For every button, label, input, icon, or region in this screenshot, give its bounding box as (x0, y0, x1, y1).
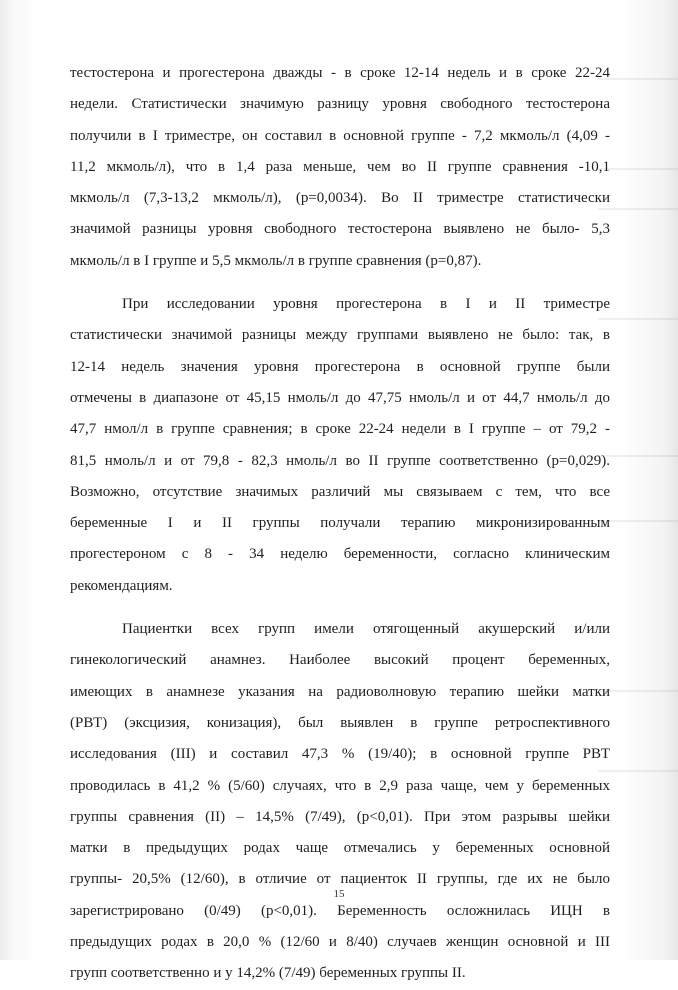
text-line: Возможно, отсутствие значимых различий мы связываем с тем, что все (70, 483, 610, 500)
text-line: получили в I триместре, он составил в основной группе - 7,2 мкмоль/л (4,09 - (70, 127, 610, 144)
text-line: мкмоль/л (7,3-13,2 мкмоль/л), (p=0,0034). Во II триместре статистически (70, 190, 610, 207)
paragraph (70, 614, 610, 990)
text-line: тестостерона и прогестерона дважды - в сроке 12-14 недель и в сроке 22-24 (70, 65, 610, 81)
text-line: рекомендациям. (70, 577, 173, 594)
bleed-mark (598, 690, 678, 692)
text-line: беременные I и II группы получали терапию микронизированным (70, 515, 610, 532)
text-line: группы сравнения (II) – 14,5% (7/49), (p<0,01). При этом разрывы шейки (70, 808, 610, 825)
text-line: статистически значимой разницы между группами выявлено не было: так, в (70, 327, 610, 344)
text-line: Пациентки всех групп имели отягощенный акушерский и/или (122, 621, 610, 638)
paragraph-gap (70, 277, 610, 289)
paragraph (70, 289, 610, 602)
text-line: прогестероном с 8 - 34 неделю беременности, согласно клиническим (70, 546, 610, 563)
text-line: группы- 20,5% (12/60), в отличие от пациенток II группы, где их не было (70, 871, 610, 888)
text-line: 47,7 нмол/л в группе сравнения; в сроке 22-24 недели в I группе – от 79,2 - (70, 421, 610, 438)
text-line: отмечены в диапазоне от 45,15 нмоль/л до 47,75 нмоль/л и от 44,7 нмоль/л до (70, 389, 610, 406)
text-line: 81,5 нмоль/л и от 79,8 - 82,3 нмоль/л во II группе соответственно (p=0,029). (70, 452, 610, 469)
paragraph (70, 58, 610, 277)
text-line: значимой разницы уровня свободного тестостерона выявлено не было- 5,3 (70, 221, 610, 238)
bleed-mark (598, 770, 678, 772)
text-line: предыдущих родах в 20,0 % (12/60 и 8/40) случаев женщин основной и III (70, 934, 610, 951)
text-line: гинекологический анамнез. Наиболее высокий процент беременных, (70, 652, 610, 669)
text-line: групп соответственно и у 14,2% (7/49) беременных группы II. (70, 965, 466, 982)
bleed-mark (598, 168, 678, 170)
bleed-mark (598, 78, 678, 80)
text-line: зарегистрировано (0/49) (p<0,01). Беременность осложнилась ИЦН в (70, 902, 610, 919)
bleed-mark (598, 520, 678, 522)
text-line: имеющих в анамнезе указания на радиоволновую терапию шейки матки (70, 683, 610, 700)
page-number: 15 (333, 888, 345, 900)
bleed-mark (598, 455, 678, 457)
text-line: матки в предыдущих родах чаще отмечались у беременных основной (70, 840, 610, 857)
text-line: При исследовании уровня прогестерона в I и II триместре (122, 296, 610, 313)
bleed-mark (598, 318, 678, 320)
body-text (70, 58, 610, 990)
text-line: недели. Статистически значимую разницу уровня свободного тестостерона (70, 96, 610, 113)
text-line: исследования (III) и составил 47,3 % (19/40); в основной группе РВТ (70, 746, 610, 763)
paragraph-gap (70, 602, 610, 614)
text-line: проводилась в 41,2 % (5/60) случаях, что в 2,9 раза чаще, чем у беременных (70, 777, 610, 794)
text-line: мкмоль/л в I группе и 5,5 мкмоль/л в группе сравнения (p=0,87). (70, 252, 482, 269)
text-line: 12-14 недель значения уровня прогестерона в основной группе были (70, 358, 610, 375)
text-line: 11,2 мкмоль/л), что в 1,4 раза меньше, чем во II группе сравнения -10,1 (70, 158, 610, 175)
bleed-mark (598, 208, 678, 210)
text-line: (РВТ) (эксцизия, конизация), был выявлен в группе ретроспективного (70, 714, 610, 731)
